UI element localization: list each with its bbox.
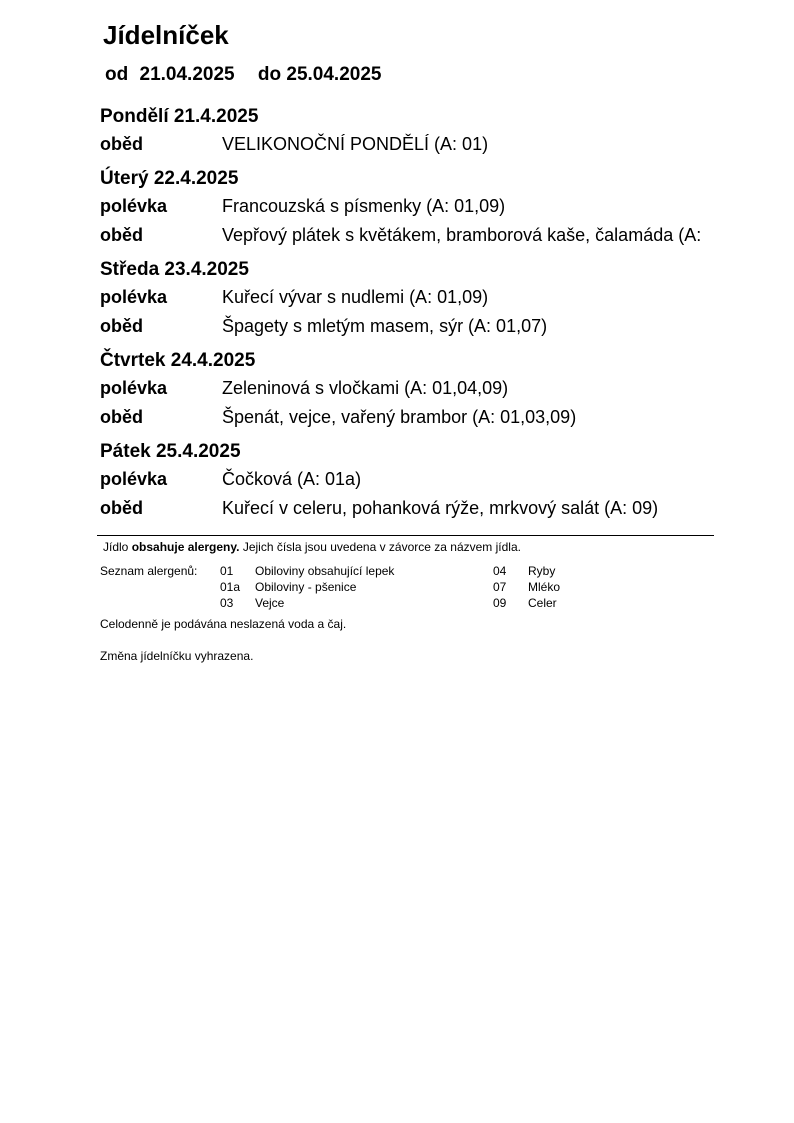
allergen-note-suffix: Jejich čísla jsou uvedena v závorce za názvem jídla. xyxy=(239,540,521,554)
meal-text: Špagety s mletým masem, sýr (A: 01,07) xyxy=(222,316,548,336)
allergen-item xyxy=(493,563,560,579)
meal-row xyxy=(100,403,740,432)
meal-row xyxy=(100,283,740,312)
meal-text: Francouzská s písmenky (A: 01,09) xyxy=(222,196,506,216)
meal-type: polévka xyxy=(100,196,168,216)
meal-row xyxy=(100,494,740,523)
from-label: od xyxy=(105,64,129,85)
meal-row xyxy=(100,192,740,221)
meal-type: oběd xyxy=(100,498,143,518)
meal-text: Kuřecí vývar s nudlemi (A: 01,09) xyxy=(222,287,489,307)
allergen-name: Ryby xyxy=(528,564,556,578)
meal-type: polévka xyxy=(100,378,168,398)
menu-days xyxy=(100,103,740,529)
meal-text: VELIKONOČNÍ PONDĚLÍ (A: 01) xyxy=(222,134,489,154)
allergen-code: 01a xyxy=(220,580,241,594)
allergen-name: Obiloviny - pšenice xyxy=(255,580,357,594)
allergen-note xyxy=(103,540,521,554)
from-date: 21.04.2025 xyxy=(139,64,235,85)
meal-type: polévka xyxy=(100,287,168,307)
meal-row xyxy=(100,312,740,341)
meal-text: Špenát, vejce, vařený brambor (A: 01,03,09) xyxy=(222,407,577,427)
meal-type: oběd xyxy=(100,134,143,154)
to-date: 25.04.2025 xyxy=(286,64,382,85)
allergen-code: 09 xyxy=(493,596,507,610)
allergen-list-column xyxy=(493,563,560,611)
allergen-item xyxy=(493,579,560,595)
day-section xyxy=(100,256,740,341)
meal-row xyxy=(100,130,740,159)
date-range xyxy=(105,64,381,86)
day-heading: Čtvrtek 24.4.2025 xyxy=(100,350,256,371)
allergen-item xyxy=(220,579,394,595)
allergen-item xyxy=(220,563,394,579)
page-title: Jídelníček xyxy=(103,20,229,50)
allergen-code: 07 xyxy=(493,580,507,594)
day-section xyxy=(100,165,740,250)
meal-type: oběd xyxy=(100,225,143,245)
allergen-name: Mléko xyxy=(528,580,561,594)
allergen-name: Celer xyxy=(528,596,557,610)
meal-row xyxy=(100,221,740,250)
day-section xyxy=(100,347,740,432)
meal-text: Vepřový plátek s květákem, bramborová kaše, čalamáda (A: xyxy=(222,225,702,245)
allergen-note-prefix: Jídlo xyxy=(103,540,132,554)
allergen-name: Vejce xyxy=(255,596,285,610)
change-disclaimer: Změna jídelníčku vyhrazena. xyxy=(100,649,254,663)
divider xyxy=(97,535,714,536)
meal-row xyxy=(100,465,740,494)
to-label: do xyxy=(257,64,282,85)
day-heading: Středa 23.4.2025 xyxy=(100,259,249,280)
meal-type: polévka xyxy=(100,469,168,489)
allergen-note-bold: obsahuje alergeny. xyxy=(131,540,240,554)
allergen-item xyxy=(493,595,560,611)
meal-type: oběd xyxy=(100,407,143,427)
meal-type: oběd xyxy=(100,316,143,336)
meal-text: Zeleninová s vločkami (A: 01,04,09) xyxy=(222,378,509,398)
meal-text: Kuřecí v celeru, pohanková rýže, mrkvový salát (A: 09) xyxy=(222,498,659,518)
allergen-code: 01 xyxy=(220,564,234,578)
allergen-code: 04 xyxy=(493,564,507,578)
day-section xyxy=(100,103,740,159)
allergen-list-column xyxy=(220,563,394,611)
day-heading: Úterý 22.4.2025 xyxy=(100,168,239,189)
day-heading: Pátek 25.4.2025 xyxy=(100,441,241,462)
day-section xyxy=(100,438,740,523)
allergen-name: Obiloviny obsahující lepek xyxy=(255,564,395,578)
drinks-note: Celodenně je podávána neslazená voda a čaj. xyxy=(100,617,347,631)
meal-row xyxy=(100,374,740,403)
allergen-item xyxy=(220,595,394,611)
meal-text: Čočková (A: 01a) xyxy=(222,469,362,489)
allergen-code: 03 xyxy=(220,596,234,610)
day-heading: Pondělí 21.4.2025 xyxy=(100,106,259,127)
allergen-list-label: Seznam alergenů: xyxy=(100,564,198,578)
